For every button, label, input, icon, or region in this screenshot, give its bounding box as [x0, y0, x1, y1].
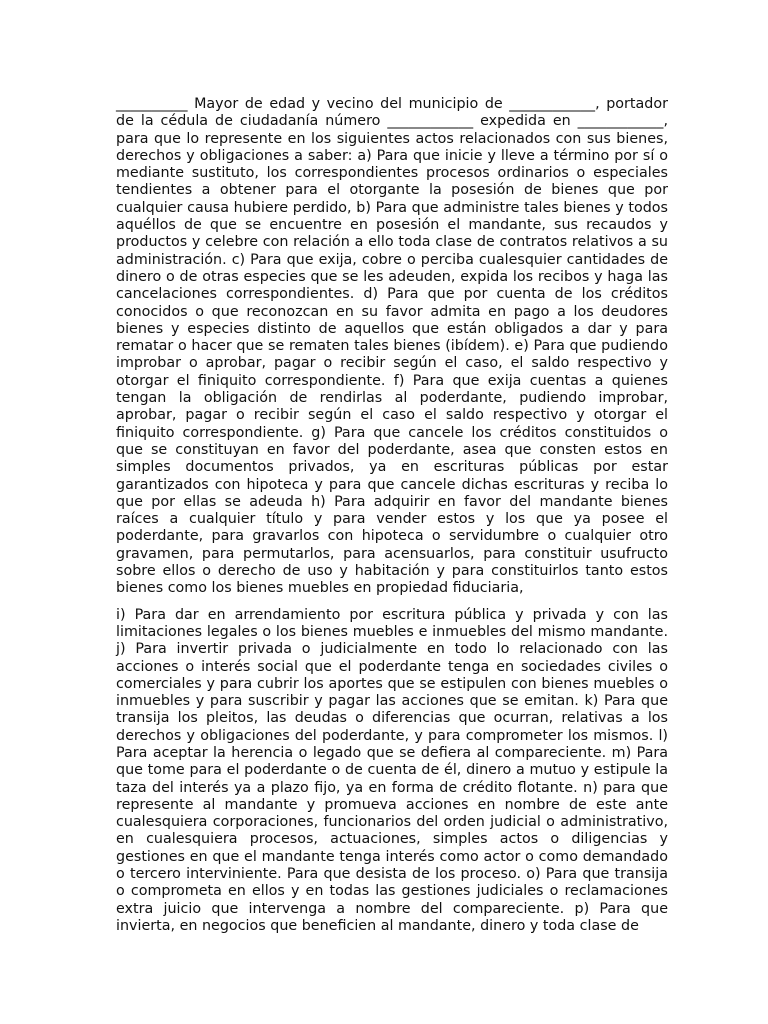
- paragraph-powers-i-to-p: i) Para dar en arrendamiento por escritura pública y privada y con las limitaciones legales o los bienes muebles e inmuebles del mismo mandante. j) Para invertir privada o judicialmente en todo lo relacionado con las acciones o interés social que el poderdante tenga en sociedades civiles o comerciales y para cubrir los aportes que se estipulen con bienes muebles o inmuebles y para suscribir y pagar las acciones que se emitan. k) Para que transija los pleitos, las deudas o diferencias que ocurran, relativas a los derechos y obligaciones del poderdante, y para comprometer los mismos. l) Para aceptar la herencia o legado que se defiera al compareciente. m) Para que tome para el poderdante o de cuenta de él, dinero a mutuo y estipule la taza del interés ya a plazo fijo, ya en forma de crédito flotante. n) para que represente al mandante y promueva acciones en nombre de este ante cualesquiera corporaciones, funcionarios del orden judicial o administrativo, en cualesquiera procesos, actuaciones, simples actos o diligencias y gestiones en que el mandante tenga interés como actor o como demandado o tercero interviniente. Para que desista de los proceso. o) Para que transija o comprometa en ellos y en todas las gestiones judiciales o reclamaciones extra juicio que intervenga a nombre del compareciente. p) Para que invierta, en negocios que beneficien al mandante, dinero y toda clase de: [116, 606, 668, 934]
- paragraph-powers-a-to-h: __________ Mayor de edad y vecino del municipio de ____________, portador de la cédula de ciudadanía número ____________ expedida en ____________, para que lo represente en los siguientes actos relacionados con sus bienes, derechos y obligaciones a saber: a) Para que inicie y lleve a término por sí o mediante sustituto, los correspondientes procesos ordinarios o especiales tendientes a obtener para el otorgante la posesión de bienes que por cualquier causa hubiere perdido, b) Para que administre tales bienes y todos aquéllos de que se encuentre en posesión el mandante, sus recaudos y productos y celebre con relación a ello toda clase de contratos relativos a su administración. c) Para que exija, cobre o perciba cualesquier cantidades de dinero o de otras especies que se les adeuden, expida los recibos y haga las cancelaciones correspondientes. d) Para que por cuenta de los créditos conocidos o que reconozcan en su favor admita en pago a los deudores bienes y especies distinto de aquellos que están obligados a dar y para rematar o hacer que se rematen tales bienes (ibídem). e) Para que pudiendo improbar o aprobar, pagar o recibir según el caso, el saldo respectivo y otorgar el finiquito correspondiente. f) Para que exija cuentas a quienes tengan la obligación de rendirlas al poderdante, pudiendo improbar, aprobar, pagar o recibir según el caso el saldo respectivo y otorgar el finiquito correspondiente. g) Para que cancele los créditos constituidos o que se constituyan en favor del poderdante, asea que consten estos en simples documentos privados, ya en escrituras públicas por estar garantizados con hipoteca y para que cancele dichas escrituras y reciba lo que por ellas se adeuda h) Para adquirir en favor del mandante bienes raíces a cualquier título y para vender estos y los que ya posee el poderdante, para gravarlos con hipoteca o servidumbre o cualquier otro gravamen, para permutarlos, para acensuarlos, para constituir usufructo sobre ellos o derecho de uso y habitación y para constituirlos tanto estos bienes como los bienes muebles en propiedad fiduciaria,: [116, 96, 668, 597]
- document-page: [116, 96, 668, 935]
